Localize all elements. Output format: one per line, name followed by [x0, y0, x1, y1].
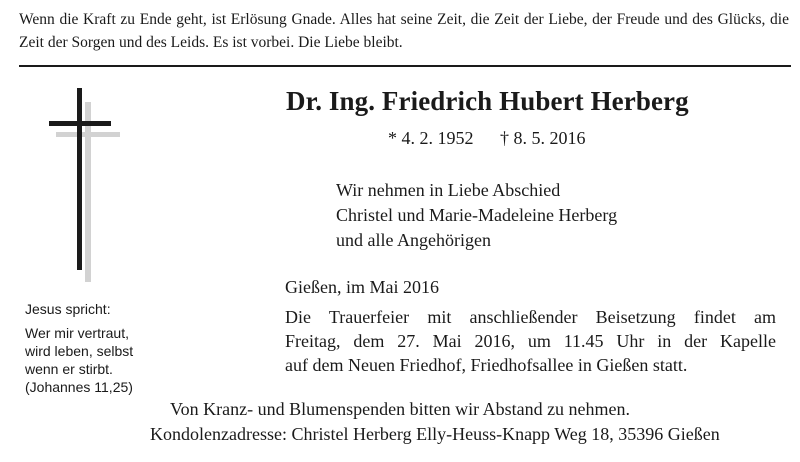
latin-cross-icon	[40, 88, 140, 288]
quote-line: wenn er stirbt.	[25, 361, 113, 377]
motto-text: Wenn die Kraft zu Ende geht, ist Erlösung Gnade. Alles hat seine Zeit, die Zeit der Liebe, der Freude und des Glücks, die Zeit der Sorgen und des Leids. Es ist vorbei. Die Liebe bleibt.	[19, 11, 789, 51]
bible-quote	[25, 324, 133, 396]
cross-vertical-bar	[77, 88, 82, 270]
divider-line	[19, 65, 791, 67]
flowers-note: Von Kranz- und Blumenspenden bitten wir Abstand zu nehmen.	[169, 399, 631, 419]
cross-horizontal-bar	[49, 121, 111, 126]
mourners-block	[336, 178, 617, 253]
quote-line: wird leben, selbst	[25, 343, 134, 359]
quote-line: Wer mir vertraut,	[25, 325, 129, 341]
funeral-line: Die Trauerfeier mit anschließender Beisetzung findet am	[285, 307, 776, 327]
quote-line: (Johannes 11,25)	[25, 379, 133, 395]
funeral-info	[285, 305, 776, 377]
mourners-relatives: und alle Angehörigen	[336, 230, 491, 250]
quote-intro: Jesus spricht:	[25, 301, 111, 317]
funeral-line: auf dem Neuen Friedhof, Friedhofsallee in Gießen statt.	[285, 355, 688, 375]
funeral-line: Freitag, dem 27. Mai 2016, um 11.45 Uhr in der Kapelle	[285, 331, 776, 351]
birth-date: * 4. 2. 1952	[388, 128, 474, 148]
farewell-line: Wir nehmen in Liebe Abschied	[336, 180, 561, 200]
death-date: † 8. 5. 2016	[500, 128, 586, 148]
life-dates	[388, 128, 586, 149]
cross-shadow-vertical	[85, 102, 91, 282]
mourners-names: Christel und Marie-Madeleine Herberg	[336, 205, 618, 225]
deceased-name: Dr. Ing. Friedrich Hubert Herberg	[286, 86, 689, 116]
place-date: Gießen, im Mai 2016	[285, 277, 439, 297]
cross-shadow-horizontal	[56, 132, 120, 137]
condolence-address: Kondolenzadresse: Christel Herberg Elly-Heuss-Knapp Weg 18, 35396 Gießen	[150, 424, 720, 444]
